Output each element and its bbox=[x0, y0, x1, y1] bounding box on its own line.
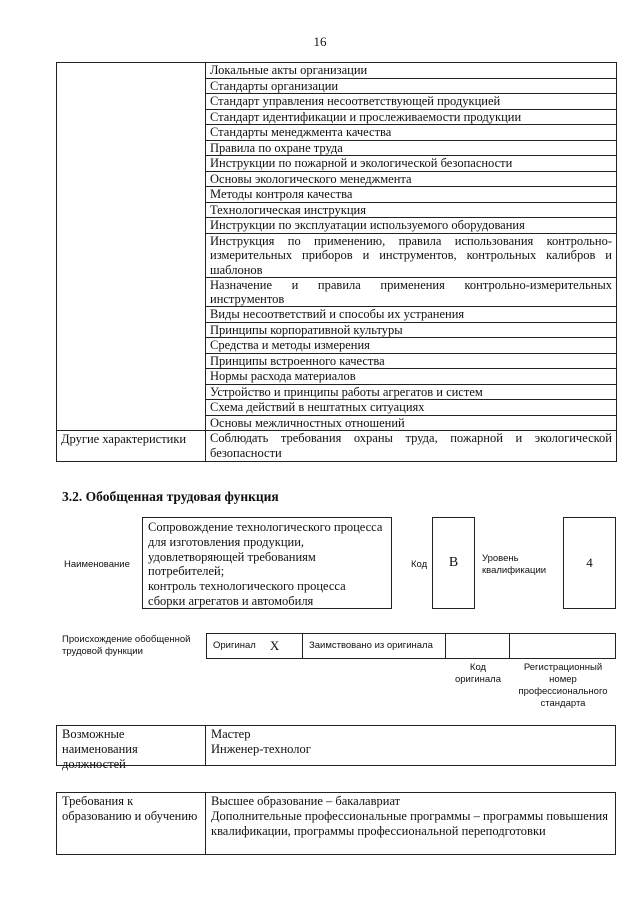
education-values bbox=[206, 793, 615, 854]
knowledge-label-cell bbox=[57, 63, 206, 430]
knowledge-item: Устройство и принципы работы агрегатов и систем bbox=[206, 384, 616, 400]
positions-label: Возможные наименования должностей bbox=[57, 726, 206, 765]
code-value-box bbox=[432, 517, 475, 609]
knowledge-item: Стандарты менеджмента качества bbox=[206, 124, 616, 140]
level-value-box bbox=[563, 517, 616, 609]
knowledge-item: Виды несоответствий и способы их устранения bbox=[206, 306, 616, 322]
position-item: Инженер-технолог bbox=[211, 741, 311, 756]
knowledge-table bbox=[56, 62, 617, 462]
function-name-line-1: Сопровождение технологического процесса для изготовления продукции, удовлетворяющей требованиям потребителей; bbox=[148, 520, 383, 579]
education-item: Высшее образование – бакалавриат bbox=[211, 794, 401, 808]
positions-values bbox=[206, 726, 615, 765]
knowledge-list-row bbox=[57, 63, 616, 430]
section-title: 3.2. Обобщенная трудовая функция bbox=[62, 489, 279, 504]
knowledge-item: Средства и методы измерения bbox=[206, 337, 616, 353]
registration-number-cell bbox=[510, 634, 615, 658]
other-characteristics-value: Соблюдать требования охраны труда, пожарной и экологической безопасности bbox=[210, 431, 612, 461]
other-characteristics-label: Другие характеристики bbox=[57, 431, 206, 461]
original-code-cell bbox=[446, 634, 510, 658]
knowledge-item: Стандарт управления несоответствующей продукцией bbox=[206, 93, 616, 109]
origin-table bbox=[206, 633, 616, 659]
knowledge-item: Принципы корпоративной культуры bbox=[206, 322, 616, 338]
original-code-caption: Код оригинала bbox=[454, 662, 501, 685]
knowledge-item: Локальные акты организации bbox=[210, 63, 368, 77]
level-label: Уровень квалификации bbox=[482, 553, 547, 576]
knowledge-item: Назначение и правила применения контрольно-измерительных инструментов bbox=[206, 277, 616, 306]
function-name-box bbox=[142, 517, 392, 609]
code-value: B bbox=[448, 555, 459, 570]
original-cell bbox=[207, 634, 303, 658]
knowledge-item: Нормы расхода материалов bbox=[206, 368, 616, 384]
education-table bbox=[56, 792, 616, 855]
knowledge-item: Основы межличностных отношений bbox=[206, 415, 616, 431]
origin-label: Происхождение обобщенной трудовой функции bbox=[62, 634, 191, 657]
education-item: Дополнительные профессиональные программы – программы повышения квалификации, программы профессиональной переподготовки bbox=[211, 808, 608, 838]
level-value: 4 bbox=[586, 555, 593, 570]
positions-table bbox=[56, 725, 616, 771]
code-label: Код bbox=[411, 559, 428, 570]
knowledge-item: Инструкция по применению, правила использования контрольно-измерительных приборов и инструментов, контрольных калибров и шаблонов bbox=[206, 233, 616, 277]
knowledge-item: Методы контроля качества bbox=[206, 186, 616, 202]
original-label: Оригинал bbox=[213, 640, 256, 651]
knowledge-item: Принципы встроенного качества bbox=[206, 353, 616, 369]
knowledge-item: Правила по охране труда bbox=[206, 140, 616, 156]
registration-number-caption: Регистрационный номер профессионального стандарта bbox=[518, 662, 608, 709]
function-name-line-2: контроль технологического процесса сборки агрегатов и автомобиля bbox=[148, 579, 346, 608]
name-label: Наименование bbox=[64, 559, 130, 570]
position-item: Мастер bbox=[211, 727, 251, 741]
knowledge-item: Стандарты организации bbox=[206, 78, 616, 94]
page-number: 16 bbox=[313, 34, 327, 49]
knowledge-items bbox=[206, 63, 616, 430]
knowledge-item: Инструкции по эксплуатации используемого оборудования bbox=[206, 217, 616, 233]
knowledge-item: Схема действий в нештатных ситуациях bbox=[206, 399, 616, 415]
education-label: Требования к образованию и обучению bbox=[57, 793, 206, 854]
other-characteristics-row bbox=[57, 430, 616, 461]
original-mark: X bbox=[269, 638, 280, 653]
knowledge-item: Основы экологического менеджмента bbox=[206, 171, 616, 187]
knowledge-item: Технологическая инструкция bbox=[206, 202, 616, 218]
knowledge-item: Инструкции по пожарной и экологической безопасности bbox=[206, 155, 616, 171]
knowledge-item: Стандарт идентификации и прослеживаемости продукции bbox=[206, 109, 616, 125]
borrowed-cell: Заимствовано из оригинала bbox=[303, 634, 446, 658]
